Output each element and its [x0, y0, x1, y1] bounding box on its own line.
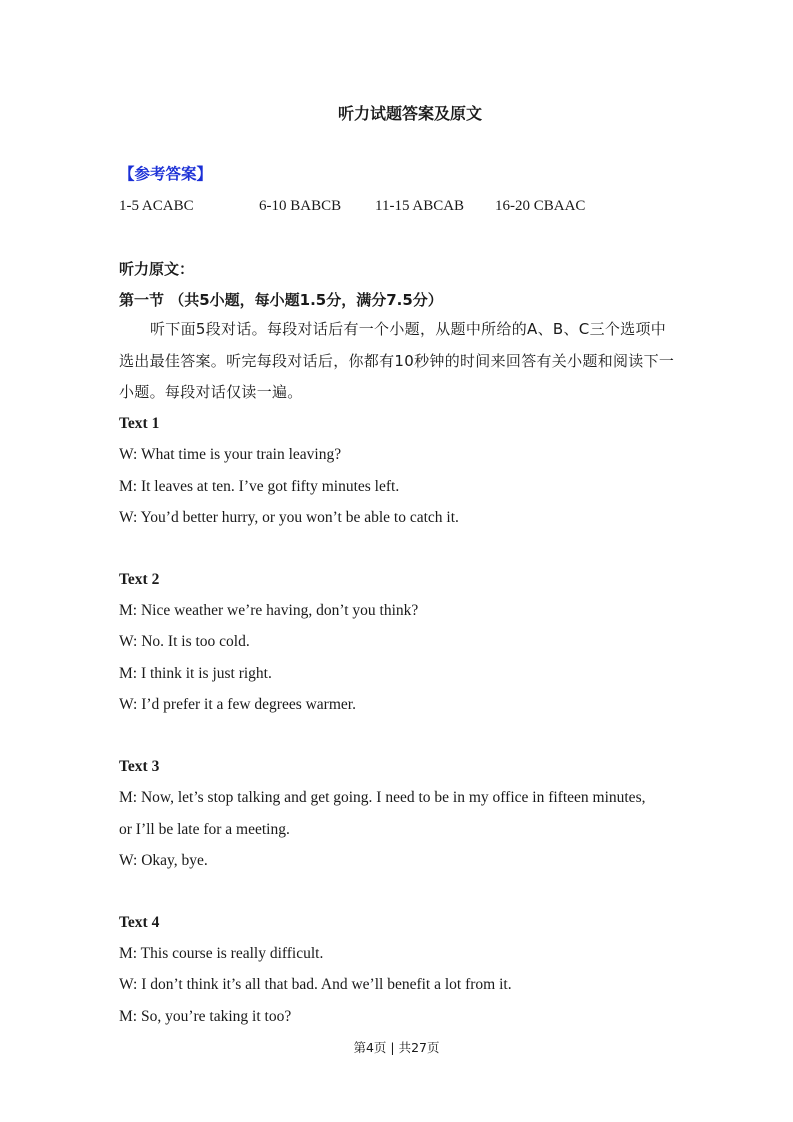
dialog-line: M: Nice weather we’re having, don’t you think? — [119, 602, 419, 619]
dialog-line: W: Okay, bye. — [119, 852, 208, 869]
dialog-line: or I’ll be late for a meeting. — [119, 821, 290, 838]
dialog-line: W: I’d prefer it a few degrees warmer. — [119, 696, 356, 713]
dialog-line: M: Now, let’s stop talking and get going. I need to be in my office in fifteen minutes, — [119, 789, 646, 806]
answer-key-header: 【参考答案】 — [119, 165, 213, 183]
text-label: Text 1 — [119, 415, 160, 432]
page-title: 听力试题答案及原文 — [337, 104, 482, 123]
answer-group: 16-20 CBAAC — [495, 198, 586, 214]
dialog-line: M: I think it is just right. — [119, 665, 272, 682]
text-label: Text 4 — [119, 914, 160, 931]
answer-group: 6-10 BABCB — [259, 198, 342, 214]
section-heading: 第一节 （共5小题，每小题1.5分，满分7.5分） — [119, 291, 443, 309]
section-instructions: 听下面5段对话。每段对话后有一个小题，从题中所给的A、B、C三个选项中选出最佳答案。听完每段对话后，你都有10秒钟的时间来回答有关小题和阅读下一小题。每段对话仅读一遍。 — [119, 320, 675, 401]
text-label: Text 3 — [119, 758, 160, 775]
page-footer: 第4页 | 共27页 — [353, 1040, 440, 1055]
dialog-line: M: This course is really difficult. — [119, 945, 324, 962]
transcript-label: 听力原文： — [119, 260, 195, 278]
dialog-line: M: It leaves at ten. I’ve got fifty minutes left. — [119, 478, 400, 495]
answer-group: 1-5 ACABC — [119, 198, 194, 214]
answer-group: 11-15 ABCAB — [375, 198, 465, 214]
dialog-line: W: No. It is too cold. — [119, 633, 250, 650]
dialog-line: W: What time is your train leaving? — [119, 446, 342, 463]
dialog-line: W: You’d better hurry, or you won’t be able to catch it. — [119, 509, 459, 526]
dialog-line: W: I don’t think it’s all that bad. And we’ll benefit a lot from it. — [119, 976, 512, 993]
text-label: Text 2 — [119, 571, 160, 588]
dialog-line: M: So, you’re taking it too? — [119, 1008, 292, 1025]
